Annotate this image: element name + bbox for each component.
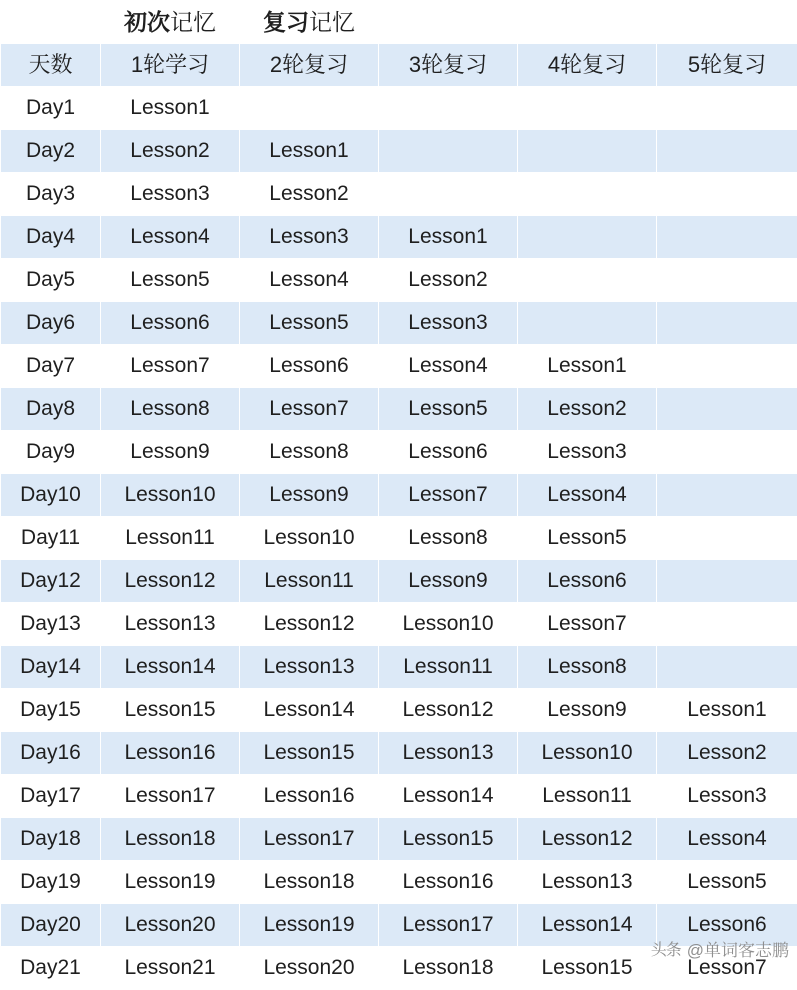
table-cell-empty [240, 87, 379, 130]
table-cell-day: Day20 [1, 904, 101, 947]
column-header-round-3: 3轮复习 [379, 44, 518, 87]
table-row [1, 130, 797, 173]
table-cell-day: Day8 [1, 388, 101, 431]
table-cell-lesson: Lesson10 [101, 474, 240, 517]
table-cell-lesson: Lesson4 [101, 216, 240, 259]
group-header-review-memory-rest: 记忆 [309, 9, 355, 35]
table-cell-lesson: Lesson8 [240, 431, 379, 474]
table-cell-empty [657, 216, 797, 259]
table-cell-empty [518, 216, 657, 259]
table-cell-lesson: Lesson6 [240, 345, 379, 388]
column-header-round-2: 2轮复习 [240, 44, 379, 87]
table-cell-lesson: Lesson5 [657, 861, 797, 904]
table-cell-lesson: Lesson5 [101, 259, 240, 302]
table-cell-empty [657, 431, 797, 474]
table-cell-day: Day7 [1, 345, 101, 388]
table-row [1, 87, 797, 130]
table-cell-day: Day2 [1, 130, 101, 173]
table-cell-lesson: Lesson15 [101, 689, 240, 732]
table-cell-lesson: Lesson11 [518, 775, 657, 818]
table-cell-lesson: Lesson4 [240, 259, 379, 302]
watermark-author: @单词客志鹏 [687, 936, 789, 961]
table-row [1, 818, 797, 861]
group-header-blank-5 [657, 1, 797, 44]
group-header-first-memory-bold: 初次 [124, 9, 170, 35]
table-cell-lesson: Lesson8 [101, 388, 240, 431]
table-row [1, 302, 797, 345]
table-cell-lesson: Lesson4 [518, 474, 657, 517]
table-cell-lesson: Lesson16 [379, 861, 518, 904]
table-cell-lesson: Lesson6 [657, 904, 797, 947]
group-header-first-memory [101, 1, 240, 44]
table-cell-empty [379, 130, 518, 173]
table-row [1, 474, 797, 517]
table-cell-lesson: Lesson11 [240, 560, 379, 603]
column-header-round-5: 5轮复习 [657, 44, 797, 87]
table-cell-lesson: Lesson9 [379, 560, 518, 603]
table-cell-empty [657, 560, 797, 603]
table-row [1, 603, 797, 646]
table-cell-lesson: Lesson16 [240, 775, 379, 818]
column-header-days: 天数 [1, 44, 101, 87]
table-cell-lesson: Lesson1 [101, 87, 240, 130]
group-header-blank [1, 1, 101, 44]
table-cell-lesson: Lesson18 [101, 818, 240, 861]
table-cell-lesson: Lesson8 [518, 646, 657, 689]
table-cell-lesson: Lesson11 [101, 517, 240, 560]
table-cell-lesson: Lesson13 [379, 732, 518, 775]
column-header-round-4: 4轮复习 [518, 44, 657, 87]
table-row [1, 904, 797, 947]
group-header-blank-4 [518, 1, 657, 44]
toutiao-logo-icon: 头条 [651, 937, 681, 960]
table-cell-day: Day6 [1, 302, 101, 345]
table-row [1, 775, 797, 818]
table-cell-lesson: Lesson6 [518, 560, 657, 603]
table-cell-empty [657, 517, 797, 560]
table-cell-lesson: Lesson7 [240, 388, 379, 431]
table-cell-empty [657, 388, 797, 431]
table-cell-empty [657, 603, 797, 646]
table-cell-day: Day19 [1, 861, 101, 904]
table-cell-lesson: Lesson12 [379, 689, 518, 732]
table-cell-day: Day3 [1, 173, 101, 216]
table-cell-empty [657, 302, 797, 345]
table-column-header-row [1, 44, 797, 87]
table-cell-lesson: Lesson2 [379, 259, 518, 302]
table-cell-empty [657, 646, 797, 689]
column-header-round-1: 1轮学习 [101, 44, 240, 87]
table-cell-day: Day11 [1, 517, 101, 560]
table-cell-lesson: Lesson13 [101, 603, 240, 646]
table-cell-empty [518, 259, 657, 302]
table-cell-lesson: Lesson8 [379, 517, 518, 560]
table-row [1, 560, 797, 603]
table-cell-day: Day18 [1, 818, 101, 861]
table-cell-lesson: Lesson20 [101, 904, 240, 947]
table-cell-empty [657, 474, 797, 517]
table-cell-empty [657, 345, 797, 388]
table-row [1, 689, 797, 732]
table-cell-lesson: Lesson10 [518, 732, 657, 775]
table-cell-lesson: Lesson14 [101, 646, 240, 689]
table-cell-lesson: Lesson7 [518, 603, 657, 646]
table-cell-lesson: Lesson13 [518, 861, 657, 904]
table-cell-empty [657, 87, 797, 130]
table-cell-day: Day10 [1, 474, 101, 517]
table-cell-empty [657, 173, 797, 216]
table-cell-lesson: Lesson12 [240, 603, 379, 646]
table-cell-empty [657, 259, 797, 302]
group-header-first-memory-rest: 记忆 [170, 9, 216, 35]
table-cell-lesson: Lesson12 [101, 560, 240, 603]
table-cell-lesson: Lesson14 [240, 689, 379, 732]
table-row [1, 732, 797, 775]
table-cell-lesson: Lesson10 [379, 603, 518, 646]
table-group-header-row [1, 1, 797, 44]
group-header-review-memory-bold: 复习 [263, 9, 309, 35]
table-row [1, 947, 797, 990]
table-cell-lesson: Lesson2 [518, 388, 657, 431]
table-cell-lesson: Lesson5 [518, 517, 657, 560]
table-cell-lesson: Lesson2 [657, 732, 797, 775]
table-row [1, 517, 797, 560]
table-cell-lesson: Lesson18 [240, 861, 379, 904]
table-cell-lesson: Lesson15 [379, 818, 518, 861]
table-cell-empty [379, 87, 518, 130]
table-cell-lesson: Lesson7 [101, 345, 240, 388]
table-cell-empty [518, 302, 657, 345]
table-cell-lesson: Lesson20 [240, 947, 379, 990]
table-cell-lesson: Lesson4 [657, 818, 797, 861]
table-cell-lesson: Lesson1 [657, 689, 797, 732]
table-cell-lesson: Lesson5 [240, 302, 379, 345]
table-cell-lesson: Lesson9 [518, 689, 657, 732]
table-cell-day: Day15 [1, 689, 101, 732]
table-cell-lesson: Lesson3 [657, 775, 797, 818]
table-cell-lesson: Lesson17 [379, 904, 518, 947]
table-cell-day: Day1 [1, 87, 101, 130]
table-cell-lesson: Lesson3 [379, 302, 518, 345]
table-cell-day: Day17 [1, 775, 101, 818]
table-row [1, 173, 797, 216]
table-cell-lesson: Lesson3 [240, 216, 379, 259]
table-cell-lesson: Lesson19 [101, 861, 240, 904]
table-cell-day: Day5 [1, 259, 101, 302]
table-cell-day: Day9 [1, 431, 101, 474]
table-row [1, 646, 797, 689]
group-header-blank-3 [379, 1, 518, 44]
table-cell-lesson: Lesson7 [657, 947, 797, 990]
table-row [1, 861, 797, 904]
table-cell-lesson: Lesson21 [101, 947, 240, 990]
table-cell-lesson: Lesson19 [240, 904, 379, 947]
table-cell-day: Day14 [1, 646, 101, 689]
table-row [1, 431, 797, 474]
table-cell-day: Day12 [1, 560, 101, 603]
table-cell-lesson: Lesson7 [379, 474, 518, 517]
table-cell-lesson: Lesson1 [518, 345, 657, 388]
table-cell-lesson: Lesson3 [518, 431, 657, 474]
table-cell-lesson: Lesson9 [101, 431, 240, 474]
table-cell-day: Day21 [1, 947, 101, 990]
table-cell-lesson: Lesson17 [101, 775, 240, 818]
table-cell-lesson: Lesson2 [240, 173, 379, 216]
table-cell-lesson: Lesson1 [240, 130, 379, 173]
table-cell-lesson: Lesson16 [101, 732, 240, 775]
table-cell-lesson: Lesson13 [240, 646, 379, 689]
table-cell-empty [657, 130, 797, 173]
table-cell-empty [379, 173, 518, 216]
table-cell-lesson: Lesson14 [379, 775, 518, 818]
table-cell-lesson: Lesson10 [240, 517, 379, 560]
table-cell-lesson: Lesson15 [518, 947, 657, 990]
group-header-review-memory [240, 1, 379, 44]
table-row [1, 345, 797, 388]
table-cell-day: Day13 [1, 603, 101, 646]
table-cell-lesson: Lesson18 [379, 947, 518, 990]
table-row [1, 259, 797, 302]
table-cell-lesson: Lesson4 [379, 345, 518, 388]
table-cell-lesson: Lesson12 [518, 818, 657, 861]
table-row [1, 216, 797, 259]
table-cell-lesson: Lesson6 [101, 302, 240, 345]
table-cell-lesson: Lesson14 [518, 904, 657, 947]
table-cell-lesson: Lesson5 [379, 388, 518, 431]
table-cell-day: Day16 [1, 732, 101, 775]
table-cell-lesson: Lesson1 [379, 216, 518, 259]
table-cell-lesson: Lesson6 [379, 431, 518, 474]
table-cell-lesson: Lesson11 [379, 646, 518, 689]
table-cell-empty [518, 87, 657, 130]
table-cell-lesson: Lesson9 [240, 474, 379, 517]
table-cell-lesson: Lesson17 [240, 818, 379, 861]
table-cell-empty [518, 173, 657, 216]
table-cell-day: Day4 [1, 216, 101, 259]
table-cell-empty [518, 130, 657, 173]
table-row [1, 388, 797, 431]
table-cell-lesson: Lesson2 [101, 130, 240, 173]
table-cell-lesson: Lesson15 [240, 732, 379, 775]
table-cell-lesson: Lesson3 [101, 173, 240, 216]
